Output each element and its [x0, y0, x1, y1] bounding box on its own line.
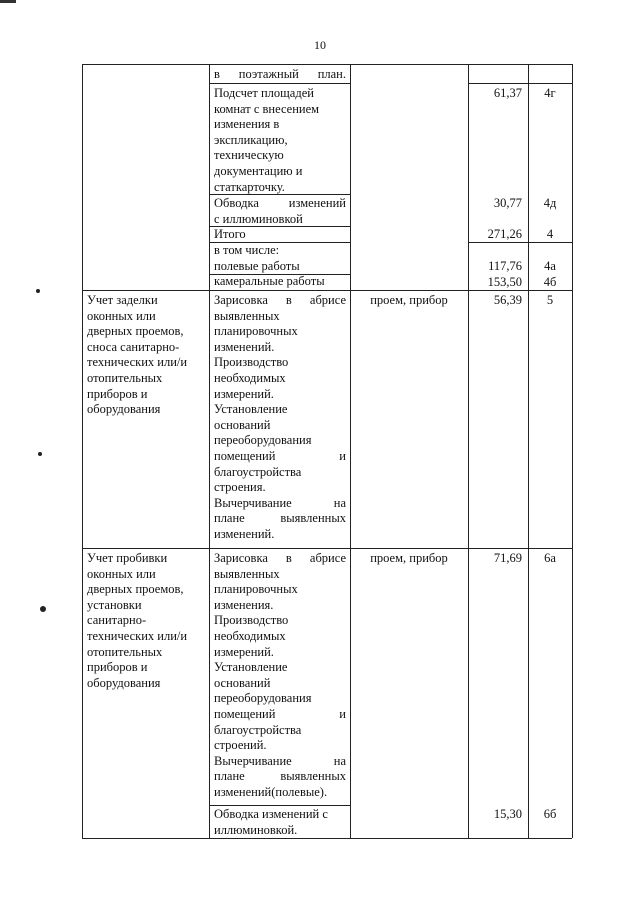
work-cell: [214, 293, 346, 543]
value-cell: 71,69: [493, 551, 522, 565]
work-line: с иллюминовкой: [214, 211, 303, 226]
work-line: Установление: [214, 660, 288, 675]
work-line: изменения.: [214, 597, 274, 612]
work-line: плане выявленных: [214, 511, 346, 526]
work-line: Подсчет площадей: [214, 86, 314, 100]
row-divider: [82, 548, 572, 549]
value-line: 153,50: [487, 274, 522, 289]
work-line: Производство: [214, 355, 289, 370]
code-cell: [530, 259, 570, 290]
value-cell: 61,37: [493, 86, 522, 100]
work-cell: [214, 551, 346, 801]
work-line: в поэтажный план.: [214, 67, 346, 81]
value-cell: 56,39: [493, 293, 522, 307]
name-cell: [87, 293, 207, 418]
work-line: планировочных: [214, 324, 298, 339]
work-cell: [214, 196, 346, 227]
work-line: Зарисовка в абрисе: [214, 293, 346, 307]
table-col-divider: [209, 64, 210, 838]
work-line: изменений(полевые).: [214, 784, 328, 799]
work-line: Вычерчивание на: [214, 753, 346, 768]
name-line: сноса санитарно-: [87, 339, 180, 354]
table-border-right: [572, 64, 573, 838]
work-line: измерений.: [214, 644, 274, 659]
work-line: иллюминовкой.: [214, 822, 298, 837]
work-line: переоборудования: [214, 691, 312, 706]
value-cell: 30,77: [493, 196, 522, 210]
unit-cell: проем, прибор: [370, 293, 448, 307]
code-cell: 5: [546, 293, 554, 307]
page-number: 10: [314, 38, 326, 52]
work-line: экспликацию,: [214, 132, 288, 147]
work-line: строений.: [214, 738, 267, 753]
table-col-divider: [528, 64, 529, 838]
work-line: Вычерчивание на: [214, 495, 346, 510]
scan-corner-mark: [0, 0, 16, 3]
work-line: изменений.: [214, 526, 275, 541]
work-line: Установление: [214, 402, 288, 417]
name-line: технических или/и: [87, 355, 188, 370]
name-line: Учет пробивки: [87, 551, 168, 565]
name-line: санитарно-: [87, 613, 147, 628]
work-line: Производство: [214, 613, 289, 628]
row-divider: [209, 805, 350, 806]
name-line: установки: [87, 597, 142, 612]
name-cell: [87, 551, 207, 691]
row-divider: [209, 274, 350, 275]
code-cell: 6б: [543, 807, 557, 821]
name-line: оборудования: [87, 402, 161, 417]
work-line: комнат с внесением: [214, 101, 320, 116]
work-line: выявленных: [214, 308, 280, 323]
work-line: помещений и: [214, 706, 346, 721]
work-cell: [214, 67, 346, 83]
name-line: приборов и: [87, 660, 148, 675]
work-line: строения.: [214, 480, 266, 495]
table-col-divider: [468, 64, 469, 838]
name-line: отопительных: [87, 644, 163, 659]
unit-cell: проем, прибор: [370, 551, 448, 565]
value-cell: [470, 259, 522, 290]
work-line: благоустройства: [214, 722, 302, 737]
value-cell: 15,30: [493, 807, 522, 821]
table-border-left: [82, 64, 83, 838]
work-cell: [214, 243, 346, 290]
work-line: переоборудования: [214, 433, 312, 448]
table-border-top: [82, 64, 572, 65]
value-line: 117,76: [488, 259, 522, 273]
scan-speck: [40, 606, 46, 612]
work-line: оснований: [214, 417, 271, 432]
work-line: статкарточку.: [214, 179, 285, 194]
work-line: изменения в: [214, 117, 280, 132]
work-line: Обводка изменений: [214, 196, 346, 210]
work-line: Обводка изменений с: [214, 807, 328, 821]
code-cell: 6а: [544, 551, 556, 565]
name-line: оконных или: [87, 308, 156, 323]
work-line: планировочных: [214, 582, 298, 597]
work-line: Зарисовка в абрисе: [214, 551, 346, 565]
name-line: дверных проемов,: [87, 582, 184, 597]
scan-speck: [38, 452, 42, 456]
work-line: благоустройства: [214, 464, 302, 479]
name-line: оборудования: [87, 675, 161, 690]
row-divider: [468, 83, 572, 84]
work-line: в том числе:: [214, 243, 280, 257]
scan-speck: [36, 289, 40, 293]
name-line: Учет заделки: [87, 293, 158, 307]
work-cell: [214, 86, 346, 195]
code-cell: 4д: [543, 196, 557, 210]
work-line: плане выявленных: [214, 769, 346, 784]
code-line: 4б: [543, 274, 557, 289]
work-line: помещений и: [214, 448, 346, 463]
work-cell: [214, 807, 346, 838]
work-line: техническую: [214, 148, 284, 163]
work-line: камеральные работы: [214, 274, 325, 289]
work-line: выявленных: [214, 566, 280, 581]
total-value: 271,26: [487, 227, 522, 241]
work-line: изменений.: [214, 339, 275, 354]
name-line: приборов и: [87, 386, 148, 401]
work-line: необходимых: [214, 370, 286, 385]
work-line: необходимых: [214, 628, 286, 643]
work-line: документацию и: [214, 163, 303, 178]
name-line: оконных или: [87, 566, 156, 581]
total-label: Итого: [214, 227, 246, 241]
work-line: измерений.: [214, 386, 274, 401]
code-cell: 4г: [544, 86, 556, 100]
work-line: оснований: [214, 675, 271, 690]
total-code: 4: [546, 227, 554, 241]
name-line: отопительных: [87, 370, 163, 385]
name-line: дверных проемов,: [87, 324, 184, 339]
code-line: 4а: [544, 259, 556, 273]
name-line: технических или/и: [87, 628, 188, 643]
work-line: полевые работы: [214, 258, 300, 273]
table-col-divider: [350, 64, 351, 838]
row-divider: [209, 83, 350, 84]
